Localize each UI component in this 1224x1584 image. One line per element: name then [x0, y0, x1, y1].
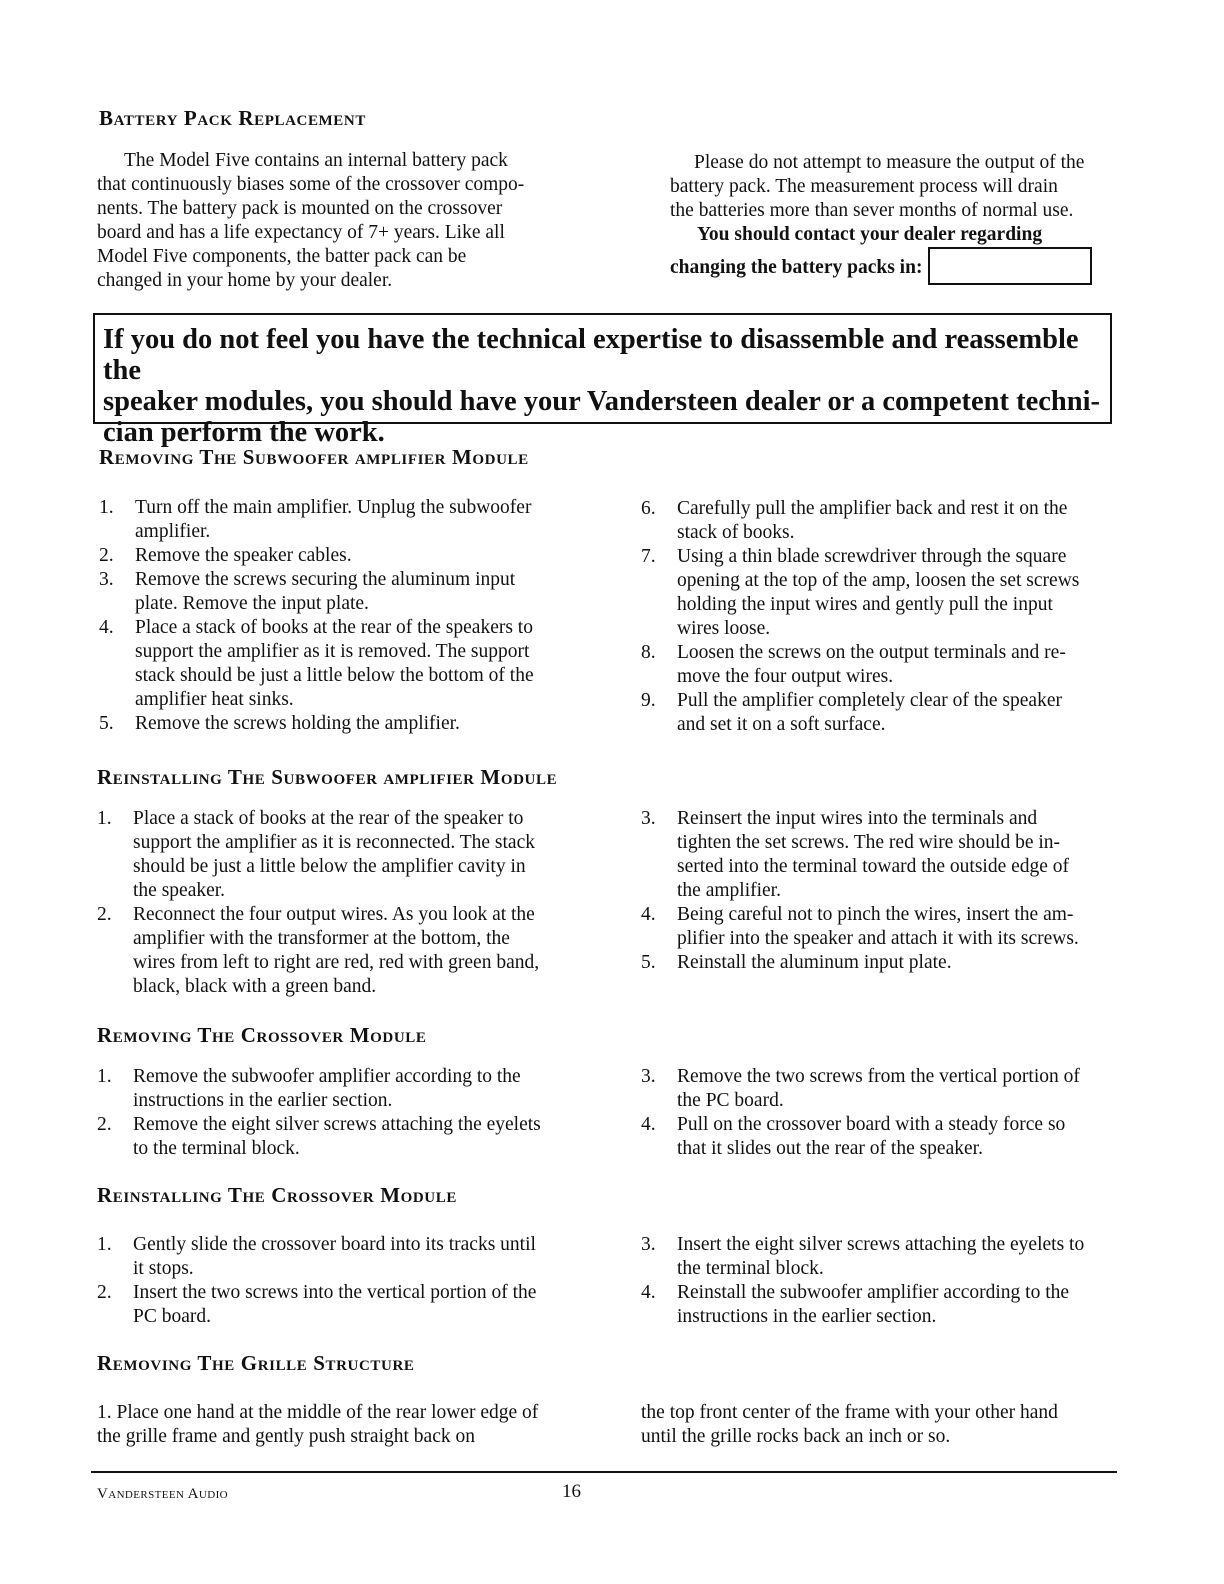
expertise-warning-box [93, 313, 1112, 448]
step-list [97, 1065, 587, 1161]
text-line: cian perform the work. [103, 417, 385, 448]
battery-left-text [97, 149, 577, 293]
step-list [641, 807, 1121, 975]
text-line: the grille frame and gently push straight back on [97, 1426, 475, 1447]
list-item: 8. Loosen the screws on the output terminals and re- move the four output wires. [641, 642, 1066, 687]
text-line: The Model Five contains an internal battery pack [124, 150, 508, 171]
battery-date-line [670, 247, 1120, 285]
section-heading: Removing The Grille Structure [97, 1351, 415, 1375]
text-line: the batteries more than sever months of normal use. [670, 200, 1074, 221]
list-item: 9. Pull the amplifier completely clear of the speaker and set it on a soft surface. [641, 690, 1062, 735]
battery-date-box [928, 247, 1092, 285]
contact-dealer-text: You should contact your dealer regarding [697, 224, 1043, 245]
section-heading: Reinstalling The Crossover Module [97, 1183, 457, 1207]
list-item: 3. Remove the screws securing the aluminum input plate. Remove the input plate. [99, 569, 516, 614]
expertise-warning-text [103, 324, 1103, 448]
list-item: 3. Insert the eight silver screws attaching the eyelets to the terminal block. [641, 1234, 1085, 1279]
list-item: 1. Turn off the main amplifier. Unplug the subwoofer amplifier. [99, 497, 532, 542]
grille-left-text [97, 1401, 597, 1449]
list-item: 1. Place a stack of books at the rear of the speaker to support the amplifier as it is reconnected. The stack should be just a little below the amplifier cavity in the speaker. [97, 808, 535, 901]
text-line: board and has a life expectancy of 7+ years. Like all [97, 222, 505, 243]
list-item: 4. Place a stack of books at the rear of the speakers to support the amplifier as it is removed. The support stack should be just a little below the bottom of the amplifier heat sinks. [99, 617, 534, 710]
text-line: speaker modules, you should have your Vandersteen dealer or a competent techni- [103, 386, 1101, 417]
footer-rule [91, 1471, 1117, 1473]
list-item: 4. Pull on the crossover board with a steady force so that it slides out the rear of the speaker. [641, 1114, 1066, 1159]
step-list [641, 497, 1121, 737]
text-line: Please do not attempt to measure the output of the [694, 152, 1085, 173]
text-line: 1. Place one hand at the middle of the rear lower edge of [97, 1402, 539, 1423]
battery-right-text [670, 151, 1120, 285]
list-item: 1. Gently slide the crossover board into its tracks until it stops. [97, 1234, 536, 1279]
step-list [99, 496, 589, 736]
step-list [97, 1233, 587, 1329]
battery-heading: Battery Pack Replacement [99, 106, 366, 130]
text-line: changed in your home by your dealer. [97, 270, 393, 291]
list-item: 5. Remove the screws holding the amplifier. [99, 713, 460, 734]
list-item: 2. Insert the two screws into the vertical portion of the PC board. [97, 1282, 537, 1327]
footer-brand: Vandersteen Audio [97, 1486, 228, 1502]
text-line: that continuously biases some of the crossover compo- [97, 174, 525, 195]
section-heading: Removing The Crossover Module [97, 1023, 427, 1047]
step-list [641, 1233, 1121, 1329]
section-heading: Reinstalling The Subwoofer amplifier Module [97, 765, 558, 789]
step-list [641, 1065, 1121, 1161]
list-item: 2. Remove the speaker cables. [99, 545, 352, 566]
page-number: 16 [562, 1481, 581, 1502]
text-line: Model Five components, the batter pack can be [97, 246, 467, 267]
step-list [97, 807, 587, 999]
section-heading: Removing The Subwoofer amplifier Module [99, 445, 529, 469]
grille-right-text [641, 1401, 1121, 1449]
text-line: battery pack. The measurement process will drain [670, 176, 1058, 197]
list-item: 1. Remove the subwoofer amplifier according to the instructions in the earlier section. [97, 1066, 521, 1111]
text-line: until the grille rocks back an inch or so. [641, 1426, 951, 1447]
list-item: 6. Carefully pull the amplifier back and rest it on the stack of books. [641, 498, 1068, 543]
list-item: 2. Reconnect the four output wires. As you look at the amplifier with the transformer at the bottom, the wires from left to right are red, red with green band, black, black with a green band. [97, 904, 540, 997]
text-line: nents. The battery pack is mounted on the crossover [97, 198, 503, 219]
text-line: the top front center of the frame with your other hand [641, 1402, 1058, 1423]
list-item: 4. Being careful not to pinch the wires, insert the am- plifier into the speaker and attach it with its screws. [641, 904, 1079, 949]
list-item: 3. Remove the two screws from the vertical portion of the PC board. [641, 1066, 1080, 1111]
changing-battery-label: changing the battery packs in: [670, 257, 923, 278]
list-item: 4. Reinstall the subwoofer amplifier according to the instructions in the earlier section. [641, 1282, 1070, 1327]
list-item: 7. Using a thin blade screwdriver through the square opening at the top of the amp, loosen the set screws holding the input wires and gently pull the input wires loose. [641, 546, 1080, 639]
text-line: If you do not feel you have the technical expertise to disassemble and reassemble the [103, 324, 1079, 386]
list-item: 5. Reinstall the aluminum input plate. [641, 952, 952, 973]
list-item: 2. Remove the eight silver screws attaching the eyelets to the terminal block. [97, 1114, 541, 1159]
list-item: 3. Reinsert the input wires into the terminals and tighten the set screws. The red wire should be in- serted into the terminal toward the outside edge of the amplifier. [641, 808, 1070, 901]
